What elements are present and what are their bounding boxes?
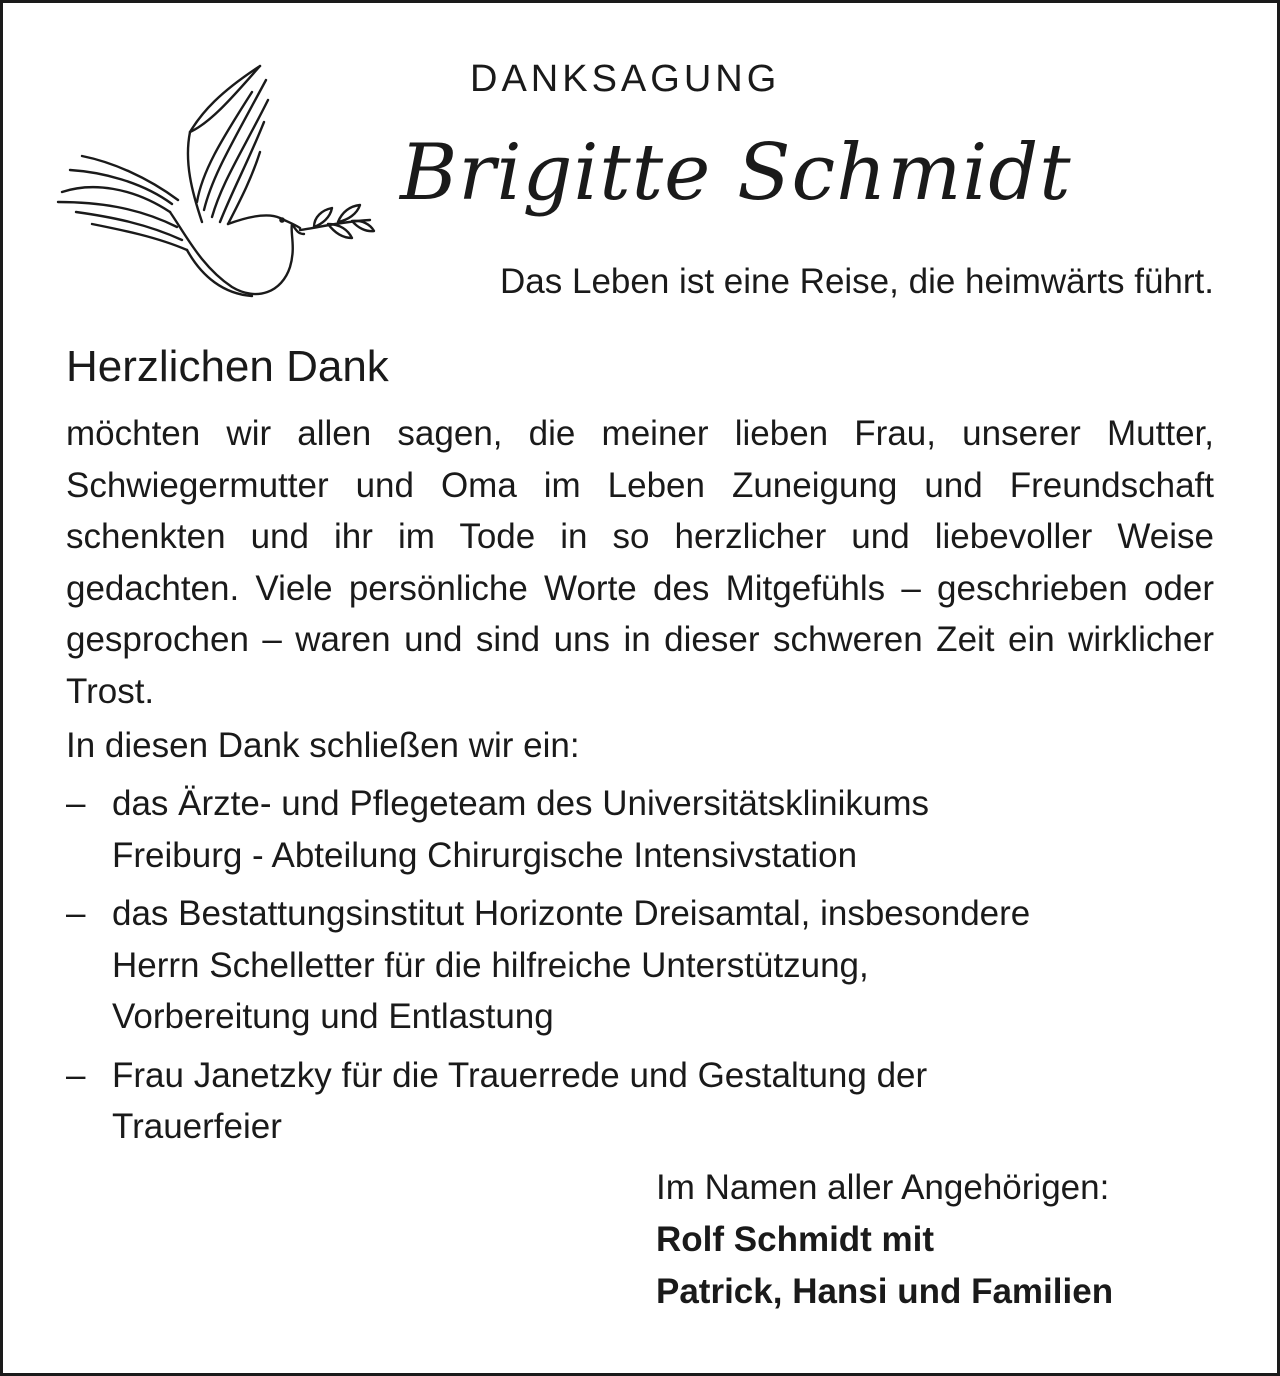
list-item-line: das Bestattungsinstitut Horizonte Dreisamtal, insbesondere bbox=[112, 894, 1031, 933]
list-item-line: Herrn Schelletter für die hilfreiche Unterstützung, bbox=[112, 945, 869, 985]
list-dash: – bbox=[66, 1055, 86, 1095]
signoff-name-line-1: Rolf Schmidt mit bbox=[656, 1220, 935, 1259]
thanks-title: Herzlichen Dank bbox=[66, 342, 389, 391]
list-item-line: Vorbereitung und Entlastung bbox=[112, 997, 554, 1036]
motto: Das Leben ist eine Reise, die heimwärts führt. bbox=[500, 262, 1214, 301]
list-item bbox=[66, 778, 1226, 881]
notice-heading: DANKSAGUNG bbox=[470, 58, 781, 100]
deceased-name: Brigitte Schmidt bbox=[400, 128, 1072, 218]
signoff-name-line-2: Patrick, Hansi und Familien bbox=[656, 1272, 1114, 1311]
list-item-line: Frau Janetzky für die Trauerrede und Gestaltung der bbox=[112, 1055, 928, 1095]
list-item-line: das Ärzte- und Pflegeteam des Universitätsklinikums bbox=[112, 784, 930, 823]
list-item bbox=[66, 1050, 1226, 1153]
signoff-intro: Im Namen aller Angehörigen: bbox=[656, 1168, 1110, 1207]
list-intro: In diesen Dank schließen wir ein: bbox=[66, 726, 580, 765]
thanks-body-text: möchten wir allen sagen, die meiner lieben Frau, unserer Mutter, Schwiegermutter und Oma im Leben Zuneigung und Freundschaft schenkten und ihr im Tode in so herzlicher und liebevoller Weise gedachten. Viele persönliche Worte des Mitgefühls – geschrieben oder gesprochen – waren und sind uns in dieser schweren Zeit ein wirklicher Trost. bbox=[66, 414, 1214, 711]
thanks-list bbox=[66, 778, 1226, 1160]
list-item-line: Freiburg - Abteilung Chirurgische Intensivstation bbox=[112, 835, 858, 875]
dove-with-olive-branch-icon bbox=[52, 52, 382, 302]
list-dash: – bbox=[66, 894, 86, 933]
list-dash: – bbox=[66, 784, 86, 823]
signoff bbox=[656, 1162, 1113, 1318]
list-item bbox=[66, 888, 1226, 1043]
list-item-line: Trauerfeier bbox=[112, 1107, 282, 1146]
